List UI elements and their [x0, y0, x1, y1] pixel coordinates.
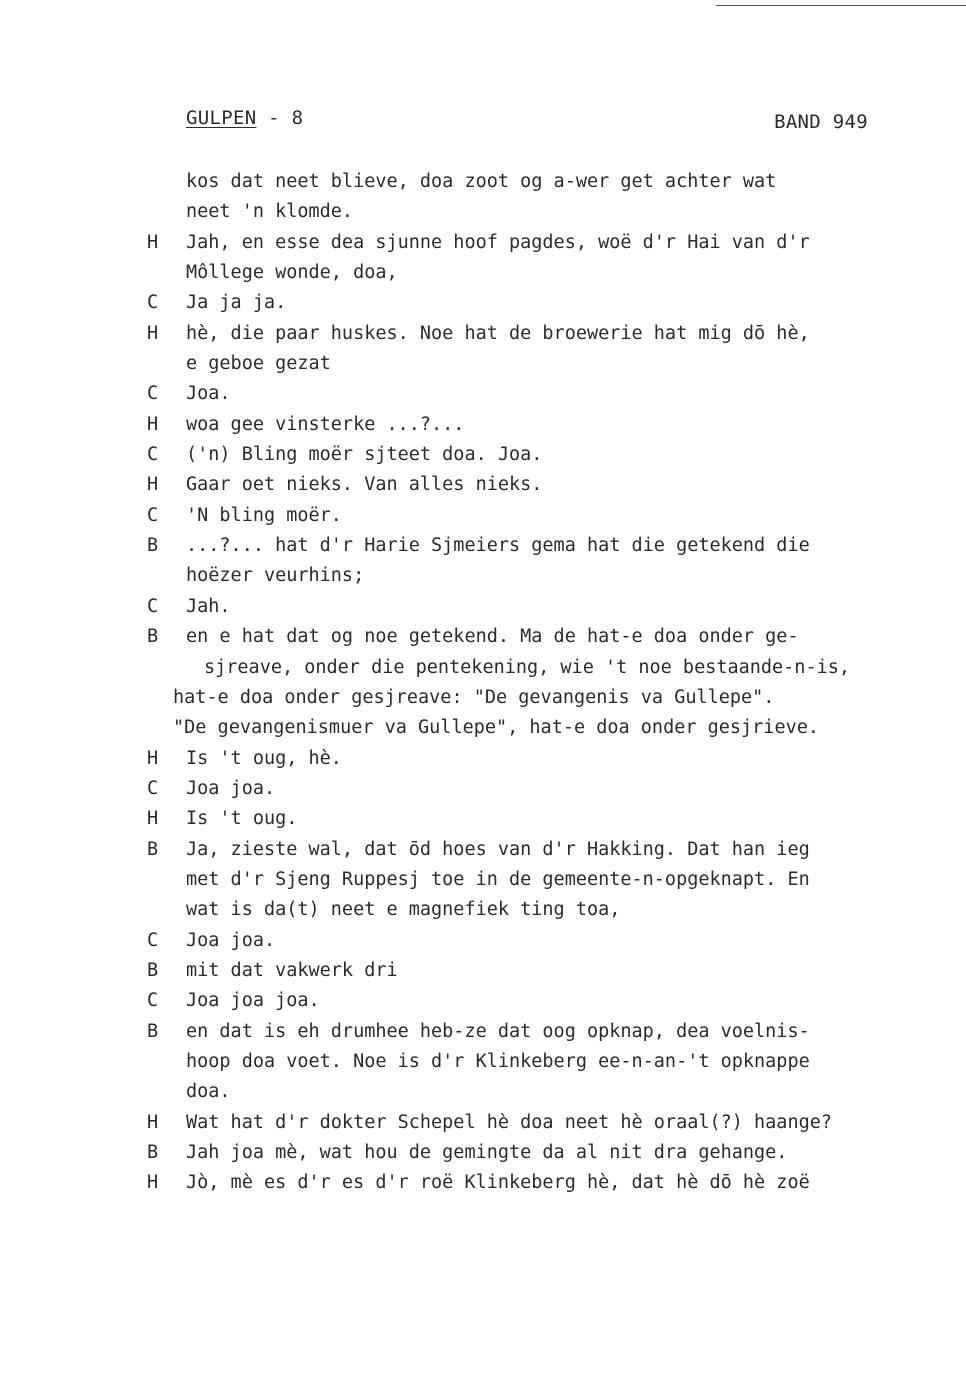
utterance-text: mit dat vakwerk dri — [186, 959, 398, 981]
utterance-text: hat-e doa onder gesjreave: "De gevangenis va Gullepe". — [173, 686, 775, 708]
transcript-line — [0, 228, 966, 258]
speaker-label: C — [147, 777, 159, 799]
utterance-text: Joa joa. — [186, 777, 276, 799]
utterance-text: Wat hat d'r dokter Schepel hè doa neet hè oraal(?) haange? — [186, 1111, 833, 1133]
transcript-line — [0, 319, 966, 349]
utterance-text: woa gee vinsterke ...?... — [186, 413, 465, 435]
transcript-line — [0, 167, 966, 197]
transcript-line — [0, 713, 966, 743]
utterance-text: Jah joa mè, wat hou de gemingte da al nit dra gehange. — [186, 1142, 788, 1163]
transcript-line — [0, 622, 966, 652]
utterance-text: hoëzer veurhins; — [186, 565, 365, 587]
transcript-line — [0, 470, 966, 500]
transcript-line — [0, 531, 966, 561]
utterance-text: Is 't oug. — [186, 808, 298, 830]
transcript-line — [0, 895, 966, 925]
utterance-text: ('n) Bling moër sjteet doa. Joa. — [186, 444, 543, 466]
utterance-text: Joa. — [186, 383, 231, 405]
transcript-line — [0, 865, 966, 895]
transcript-line — [0, 774, 966, 804]
utterance-text: Joa joa. — [186, 929, 276, 951]
transcript-line — [0, 258, 966, 288]
utterance-text: e geboe gezat — [186, 353, 331, 375]
page-header-left — [186, 107, 303, 129]
speaker-label: B — [147, 1142, 159, 1163]
speaker-label: H — [147, 413, 159, 435]
transcript-line — [0, 592, 966, 622]
utterance-text: "De gevangenismuer va Gullepe", hat-e doa onder gesjrieve. — [173, 717, 820, 739]
transcript-line — [0, 288, 966, 318]
transcript-line — [0, 440, 966, 470]
utterance-text: 'N bling moër. — [186, 504, 342, 526]
utterance-text: hè, die paar huskes. Noe hat de broewerie hat mig dō hè, — [186, 322, 810, 344]
transcript-line — [0, 1168, 966, 1198]
speaker-label: B — [147, 535, 159, 557]
transcript-line — [0, 1138, 966, 1168]
transcript-body — [0, 167, 966, 1199]
speaker-label: H — [147, 808, 159, 830]
speaker-label: C — [147, 929, 159, 951]
speaker-label: B — [147, 626, 159, 648]
speaker-label: H — [147, 322, 159, 344]
speaker-label: C — [147, 383, 159, 405]
transcript-line — [0, 410, 966, 440]
speaker-label: C — [147, 444, 159, 466]
utterance-text: Gaar oet nieks. Van alles nieks. — [186, 474, 543, 496]
speaker-label: B — [147, 959, 159, 981]
utterance-text: Is 't oug, hè. — [186, 747, 342, 769]
transcript-line — [0, 926, 966, 956]
utterance-text: Jah, en esse dea sjunne hoof pagdes, woë d'r Hai van d'r — [186, 231, 810, 253]
transcript-line — [0, 956, 966, 986]
transcript-line — [0, 1047, 966, 1077]
speaker-label: H — [147, 747, 159, 769]
speaker-label: C — [147, 990, 159, 1012]
transcript-line — [0, 1017, 966, 1047]
transcript-line — [0, 197, 966, 227]
speaker-label: C — [147, 292, 159, 314]
band-label: BAND 949 — [774, 111, 868, 133]
utterance-text: Ja, zieste wal, dat ōd hoes van d'r Hakking. Dat han ieg — [186, 838, 810, 860]
transcript-line — [0, 349, 966, 379]
transcript-line — [0, 501, 966, 531]
transcript-line — [0, 1077, 966, 1107]
speaker-label: H — [147, 474, 159, 496]
utterance-text: met d'r Sjeng Ruppesj toe in de gemeente-n-opgeknapt. En — [186, 868, 810, 890]
utterance-text: hoop doa voet. Noe is d'r Klinkeberg ee-n-an-'t opknappe — [186, 1050, 810, 1072]
utterance-text: doa. — [186, 1081, 231, 1103]
speaker-label: B — [147, 1020, 159, 1042]
transcript-line — [0, 379, 966, 409]
utterance-text: en dat is eh drumhee heb-ze dat oog opknap, dea voelnis- — [186, 1020, 810, 1042]
utterance-text: sjreave, onder die pentekening, wie 't noe bestaande-n-is, — [204, 656, 851, 678]
speaker-label: H — [147, 1111, 159, 1133]
transcript-line — [0, 653, 966, 683]
speaker-label: H — [147, 1172, 159, 1194]
location-title: GULPEN — [186, 107, 257, 129]
utterance-text: Joa joa joa. — [186, 990, 320, 1012]
speaker-label: H — [147, 231, 159, 253]
utterance-text: Môllege wonde, doa, — [186, 262, 398, 284]
utterance-text: ...?... hat d'r Harie Sjmeiers gema hat die getekend die — [186, 535, 810, 557]
speaker-label: C — [147, 504, 159, 526]
utterance-text: kos dat neet blieve, doa zoot og a-wer get achter wat — [186, 171, 777, 192]
utterance-text: Ja ja ja. — [186, 292, 287, 314]
speaker-label: B — [147, 838, 159, 860]
transcript-line — [0, 561, 966, 591]
transcript-line — [0, 835, 966, 865]
utterance-text: Jò, mè es d'r es d'r roë Klinkeberg hè, dat hè dō hè zoë — [186, 1172, 810, 1194]
transcript-line — [0, 804, 966, 834]
utterance-text: en e hat dat og noe getekend. Ma de hat-e doa onder ge- — [186, 626, 799, 648]
utterance-text: neet 'n klomde. — [186, 201, 354, 223]
header-separator: - — [256, 107, 292, 129]
transcript-line — [0, 683, 966, 713]
speaker-label: C — [147, 595, 159, 617]
utterance-text: wat is da(t) neet e magnefiek ting toa, — [186, 899, 621, 921]
top-rule — [716, 5, 966, 6]
utterance-text: Jah. — [186, 595, 231, 617]
page-number: 8 — [291, 107, 304, 129]
transcript-line — [0, 1108, 966, 1138]
transcript-line — [0, 744, 966, 774]
transcript-line — [0, 986, 966, 1016]
